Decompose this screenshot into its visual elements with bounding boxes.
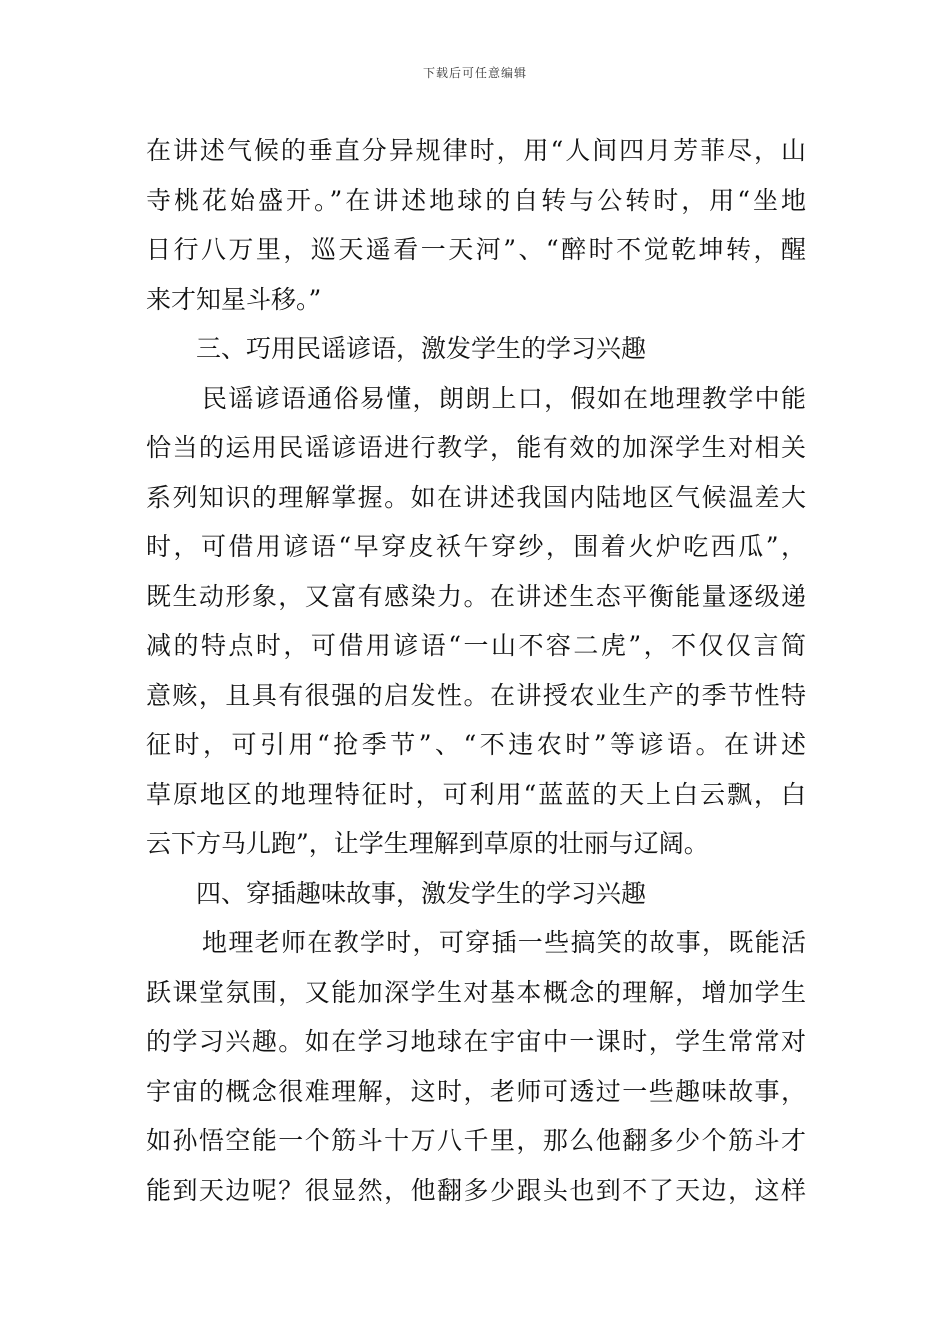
text-line: 意赅，且具有很强的启发性。在讲授农业生产的季节性特 (146, 680, 806, 710)
section-heading: 四、穿插趣味故事，激发学生的学习兴趣 (196, 878, 647, 908)
text-line: 恰当的运用民谣谚语进行教学，能有效的加深学生对相关 (146, 433, 806, 462)
text-line: 跃课堂氛围，又能加深学生对基本概念的理解，增加学生 (146, 977, 806, 1007)
text-line: 民谣谚语通俗易懂，朗朗上口，假如在地理教学中能 (202, 383, 806, 413)
page-header: 下载后可任意编辑 (422, 66, 527, 80)
section-heading: 三、巧用民谣谚语，激发学生的学习兴趣 (196, 334, 647, 363)
text-line: 如孙悟空能一个筋斗十万八千里，那么他翻多少个筋斗才 (146, 1126, 806, 1155)
text-line: 征时，可引用“抢季节”、“不违农时”等谚语。在讲述 (146, 730, 806, 759)
body-text (146, 126, 806, 1215)
text-line: 云下方马儿跑”，让学生理解到草原的壮丽与辽阔。 (146, 829, 709, 858)
text-line: 减的特点时，可借用谚语“一山不容二虎”，不仅仅言简 (146, 631, 806, 660)
text-line: 既生动形象，又富有感染力。在讲述生态平衡能量逐级递 (146, 581, 806, 611)
text-line: 系列知识的理解掌握。如在讲述我国内陆地区气候温差大 (146, 482, 806, 512)
text-line: 宇宙的概念很难理解，这时，老师可透过一些趣味故事， (146, 1076, 806, 1106)
text-line: 能到天边呢？很显然，他翻多少跟头也到不了天边，这样 (146, 1175, 806, 1205)
text-line: 来才知星斗移。” (146, 284, 322, 314)
text-line: 日行八万里，巡天遥看一天河”、“醉时不觉乾坤转，醒 (146, 235, 806, 264)
text-line: 地理老师在教学时，可穿插一些搞笑的故事，既能活 (202, 928, 806, 957)
text-line: 草原地区的地理特征时，可利用“蓝蓝的天上白云飘，白 (146, 779, 806, 809)
text-line: 时，可借用谚语“早穿皮袄午穿纱，围着火炉吃西瓜”， (146, 532, 806, 561)
text-line: 在讲述气候的垂直分异规律时，用“人间四月芳菲尽，山 (146, 136, 806, 165)
text-line: 寺桃花始盛开。”在讲述地球的自转与公转时，用“坐地 (146, 185, 806, 215)
text-line: 的学习兴趣。如在学习地球在宇宙中一课时，学生常常对 (146, 1027, 806, 1056)
